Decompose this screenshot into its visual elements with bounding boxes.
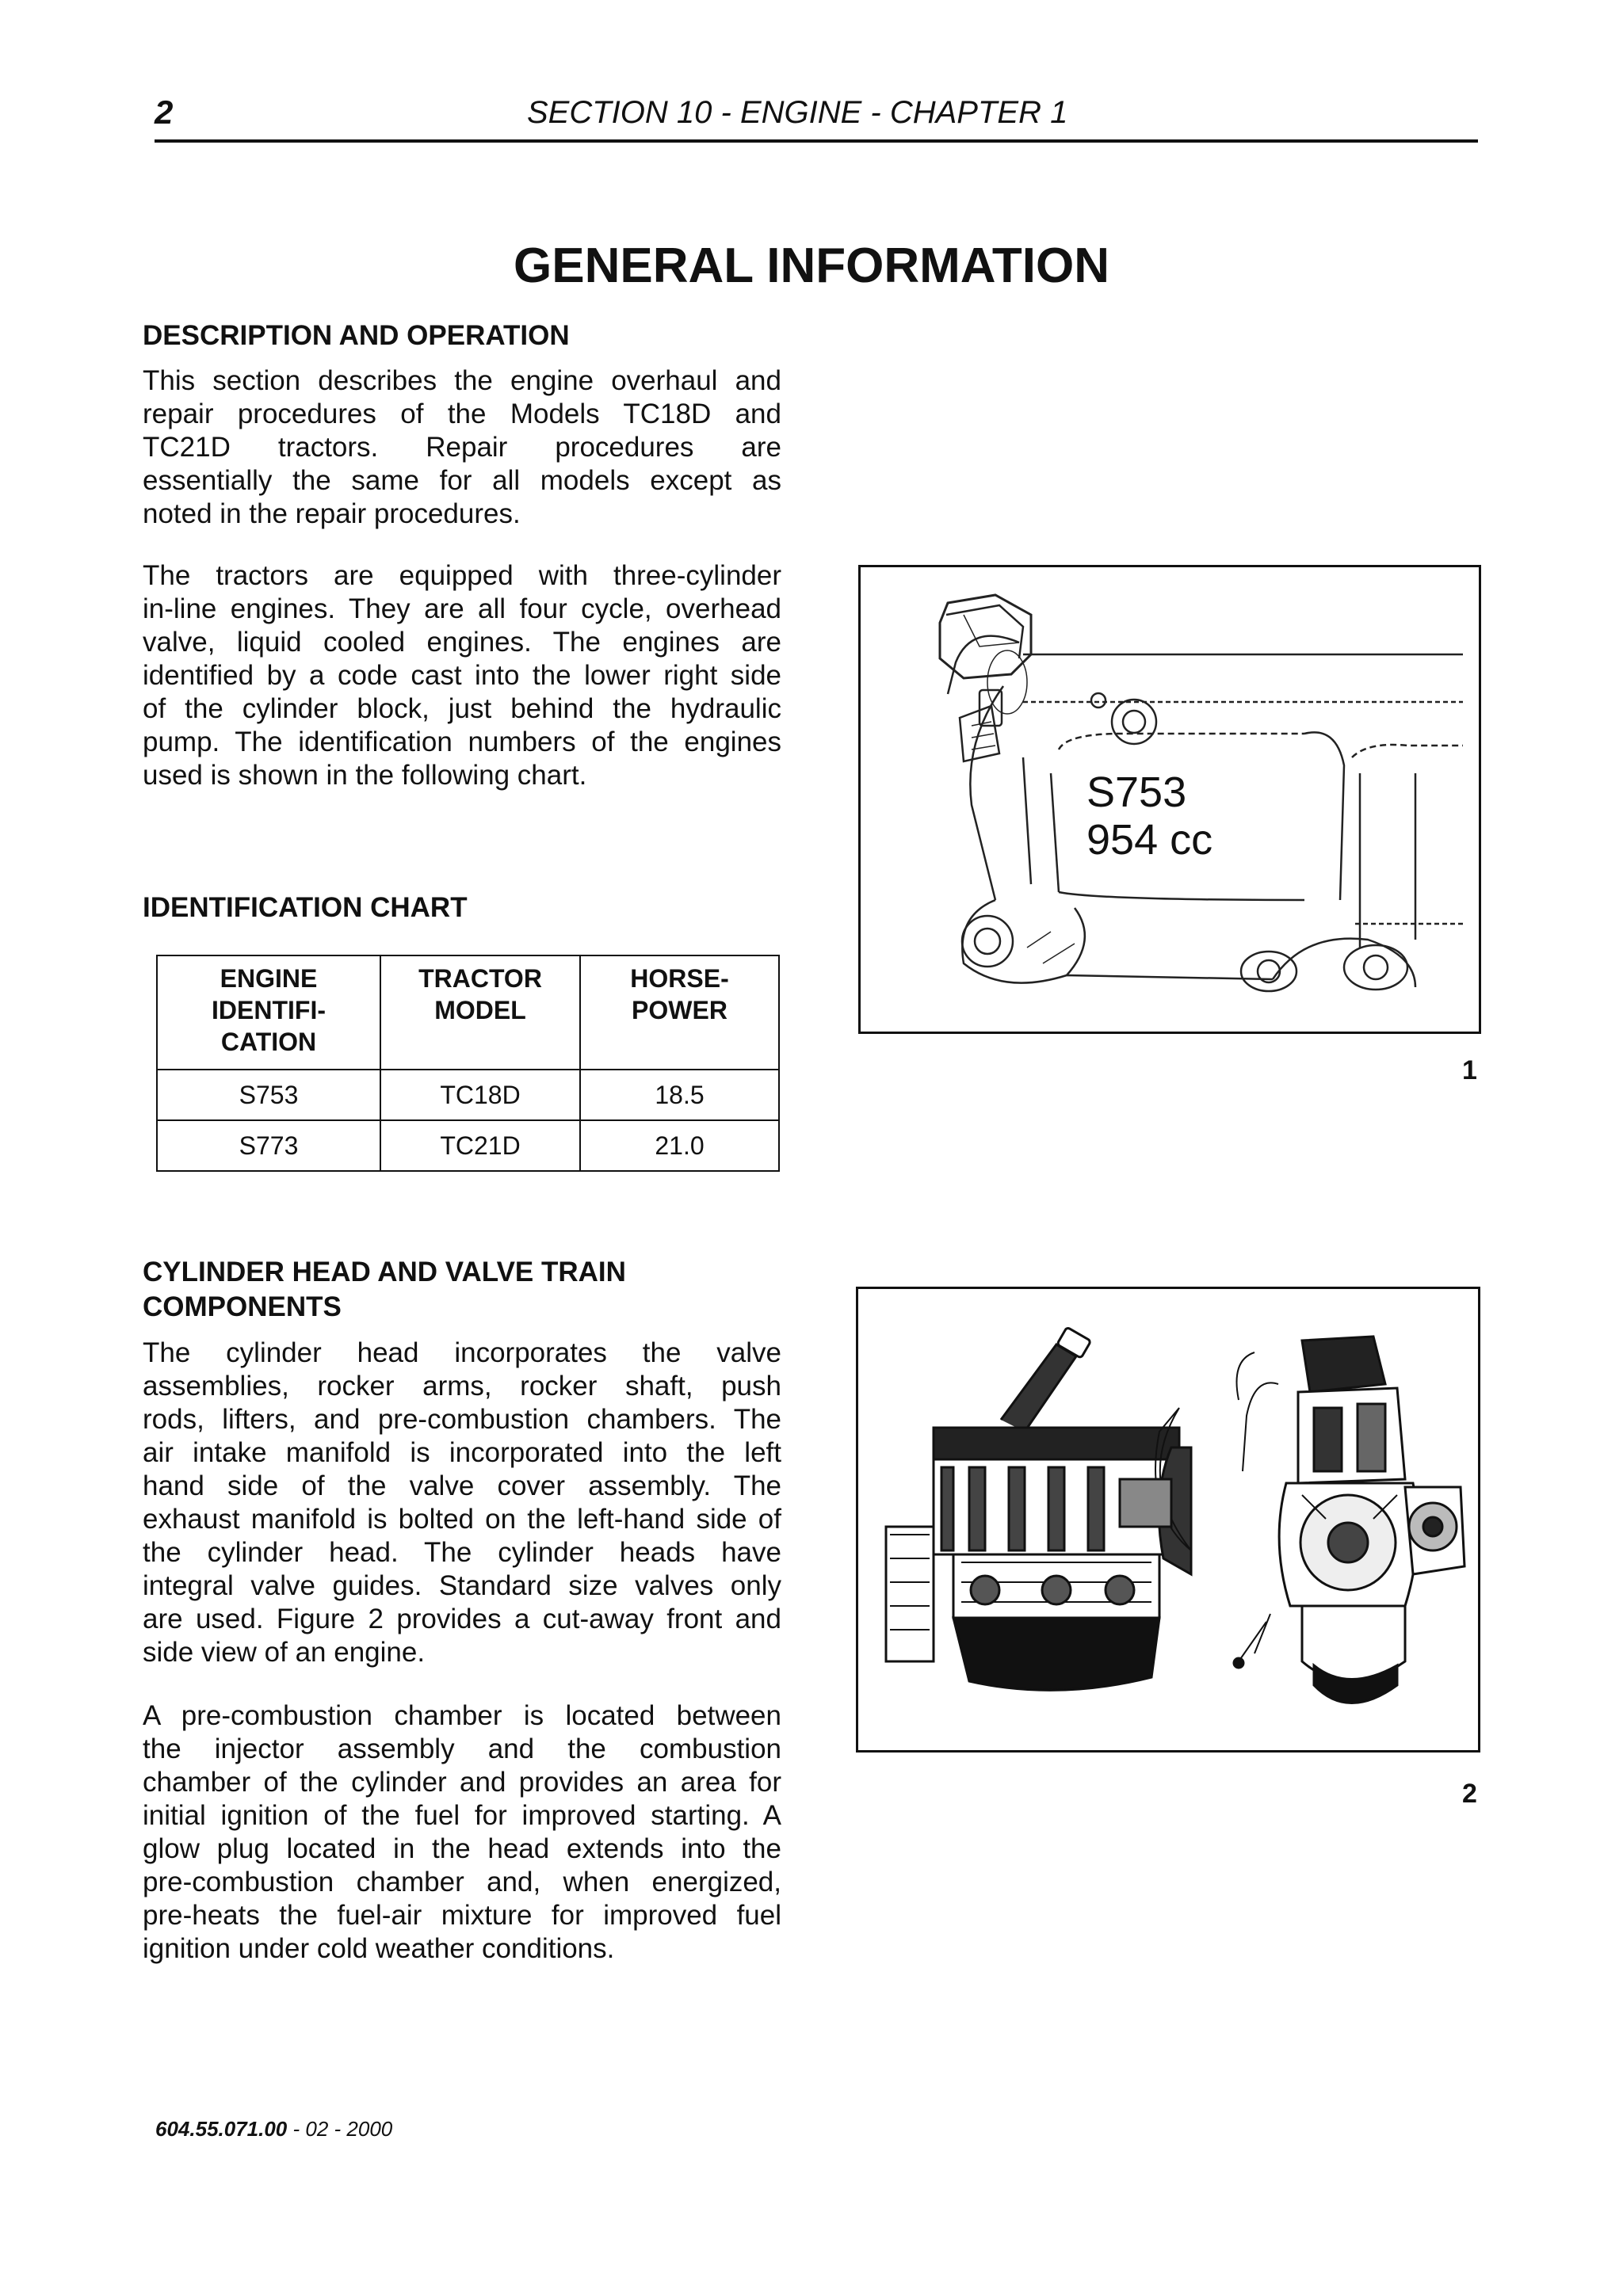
paragraph-line: assemblies, rocker arms, rocker shaft, push (143, 1371, 781, 1402)
cylinder-heading: CYLINDER HEAD AND VALVE TRAIN COMPONENTS (143, 1257, 626, 1322)
figure-1-number: 1 (1462, 1055, 1477, 1085)
paragraph-line: TC21D tractors. Repair procedures are (143, 432, 781, 463)
paragraph-line: are used. Figure 2 provides a cut-away front and (143, 1604, 781, 1634)
column-header-tractor-model: TRACTOR MODEL (380, 955, 580, 1070)
paragraph-line: essentially the same for all models except as (143, 465, 781, 496)
table-row (157, 1120, 779, 1171)
engine-displacement-text: 954 cc (1086, 816, 1213, 864)
paragraph-line: pre-combustion chamber and, when energized, (143, 1867, 781, 1897)
paragraph-line: pump. The identification numbers of the engines (143, 727, 781, 757)
document-footer (155, 2117, 392, 2142)
description-heading: DESCRIPTION AND OPERATION (143, 320, 570, 351)
id-chart-heading: IDENTIFICATION CHART (143, 892, 468, 923)
table-cell: 21.0 (580, 1120, 779, 1171)
table-header-row (157, 955, 779, 1070)
description-paragraph-1 (143, 364, 781, 531)
engine-code-text: S753 (1086, 769, 1187, 816)
table-cell: S753 (157, 1070, 380, 1120)
paragraph-line: hand side of the valve cover assembly. The (143, 1470, 781, 1501)
paragraph-line: valve, liquid cooled engines. The engines are (143, 627, 781, 658)
page-title: GENERAL INFORMATION (513, 238, 1110, 293)
paragraph-line: repair procedures of the Models TC18D and (143, 399, 781, 429)
column-header-engine: ENGINE IDENTIFI- CATION (157, 955, 380, 1070)
engine-front-view (1234, 1337, 1465, 1703)
document-code: 604.55.071.00 (155, 2117, 288, 2141)
paragraph-line: side view of an engine. (143, 1637, 426, 1668)
paragraph-line: The tractors are equipped with three-cylinder (143, 560, 781, 591)
figure-1-engine-code-illustration (858, 565, 1481, 1034)
paragraph-line: in-line engines. They are all four cycle, overhead (143, 593, 781, 624)
table-row (157, 1070, 779, 1120)
description-paragraph-2 (143, 559, 781, 792)
document-date: - 02 - 2000 (287, 2117, 393, 2141)
paragraph-line: exhaust manifold is bolted on the left-hand side of (143, 1504, 781, 1535)
page-number: 2 (155, 93, 174, 131)
table-cell: TC21D (380, 1120, 580, 1171)
paragraph-line: identified by a code cast into the lower right side (143, 660, 781, 691)
paragraph-line: of the cylinder block, just behind the hydraulic (143, 693, 781, 724)
paragraph-line: pre-heats the fuel-air mixture for improved fuel (143, 1900, 781, 1931)
paragraph-line: used is shown in the following chart. (143, 760, 587, 791)
paragraph-line: noted in the repair procedures. (143, 498, 521, 529)
paragraph-line: rods, lifters, and pre-combustion chambers. The (143, 1404, 781, 1435)
paragraph-line: ignition under cold weather conditions. (143, 1933, 615, 1964)
table-cell: TC18D (380, 1070, 580, 1120)
cylinder-paragraph-2 (143, 1699, 781, 1966)
column-header-horsepower: HORSE- POWER (580, 955, 779, 1070)
engine-cutaway-drawing (858, 1289, 1478, 1750)
table-cell: S773 (157, 1120, 380, 1171)
figure-2-engine-cutaway (856, 1287, 1480, 1753)
paragraph-line: the cylinder head. The cylinder heads have (143, 1537, 781, 1568)
cylinder-paragraph-1 (143, 1337, 781, 1669)
figure-2-number: 2 (1462, 1779, 1477, 1809)
identification-table (156, 955, 780, 1172)
paragraph-line: A pre-combustion chamber is located between (143, 1700, 781, 1731)
engine-side-view (886, 1327, 1191, 1690)
paragraph-line: air intake manifold is incorporated into the left (143, 1437, 781, 1468)
paragraph-line: chamber of the cylinder and provides an area for (143, 1767, 781, 1798)
paragraph-line: The cylinder head incorporates the valve (143, 1337, 781, 1368)
paragraph-line: the injector assembly and the combustion (143, 1733, 781, 1764)
paragraph-line: This section describes the engine overhaul and (143, 365, 781, 396)
page-header (155, 93, 1478, 143)
engine-block-drawing (861, 567, 1479, 1032)
paragraph-line: integral valve guides. Standard size valves only (143, 1570, 781, 1601)
table-cell: 18.5 (580, 1070, 779, 1120)
section-title: SECTION 10 - ENGINE - CHAPTER 1 (527, 95, 1068, 130)
paragraph-line: initial ignition of the fuel for improved starting. A (143, 1800, 781, 1831)
paragraph-line: glow plug located in the head extends into the (143, 1833, 781, 1864)
